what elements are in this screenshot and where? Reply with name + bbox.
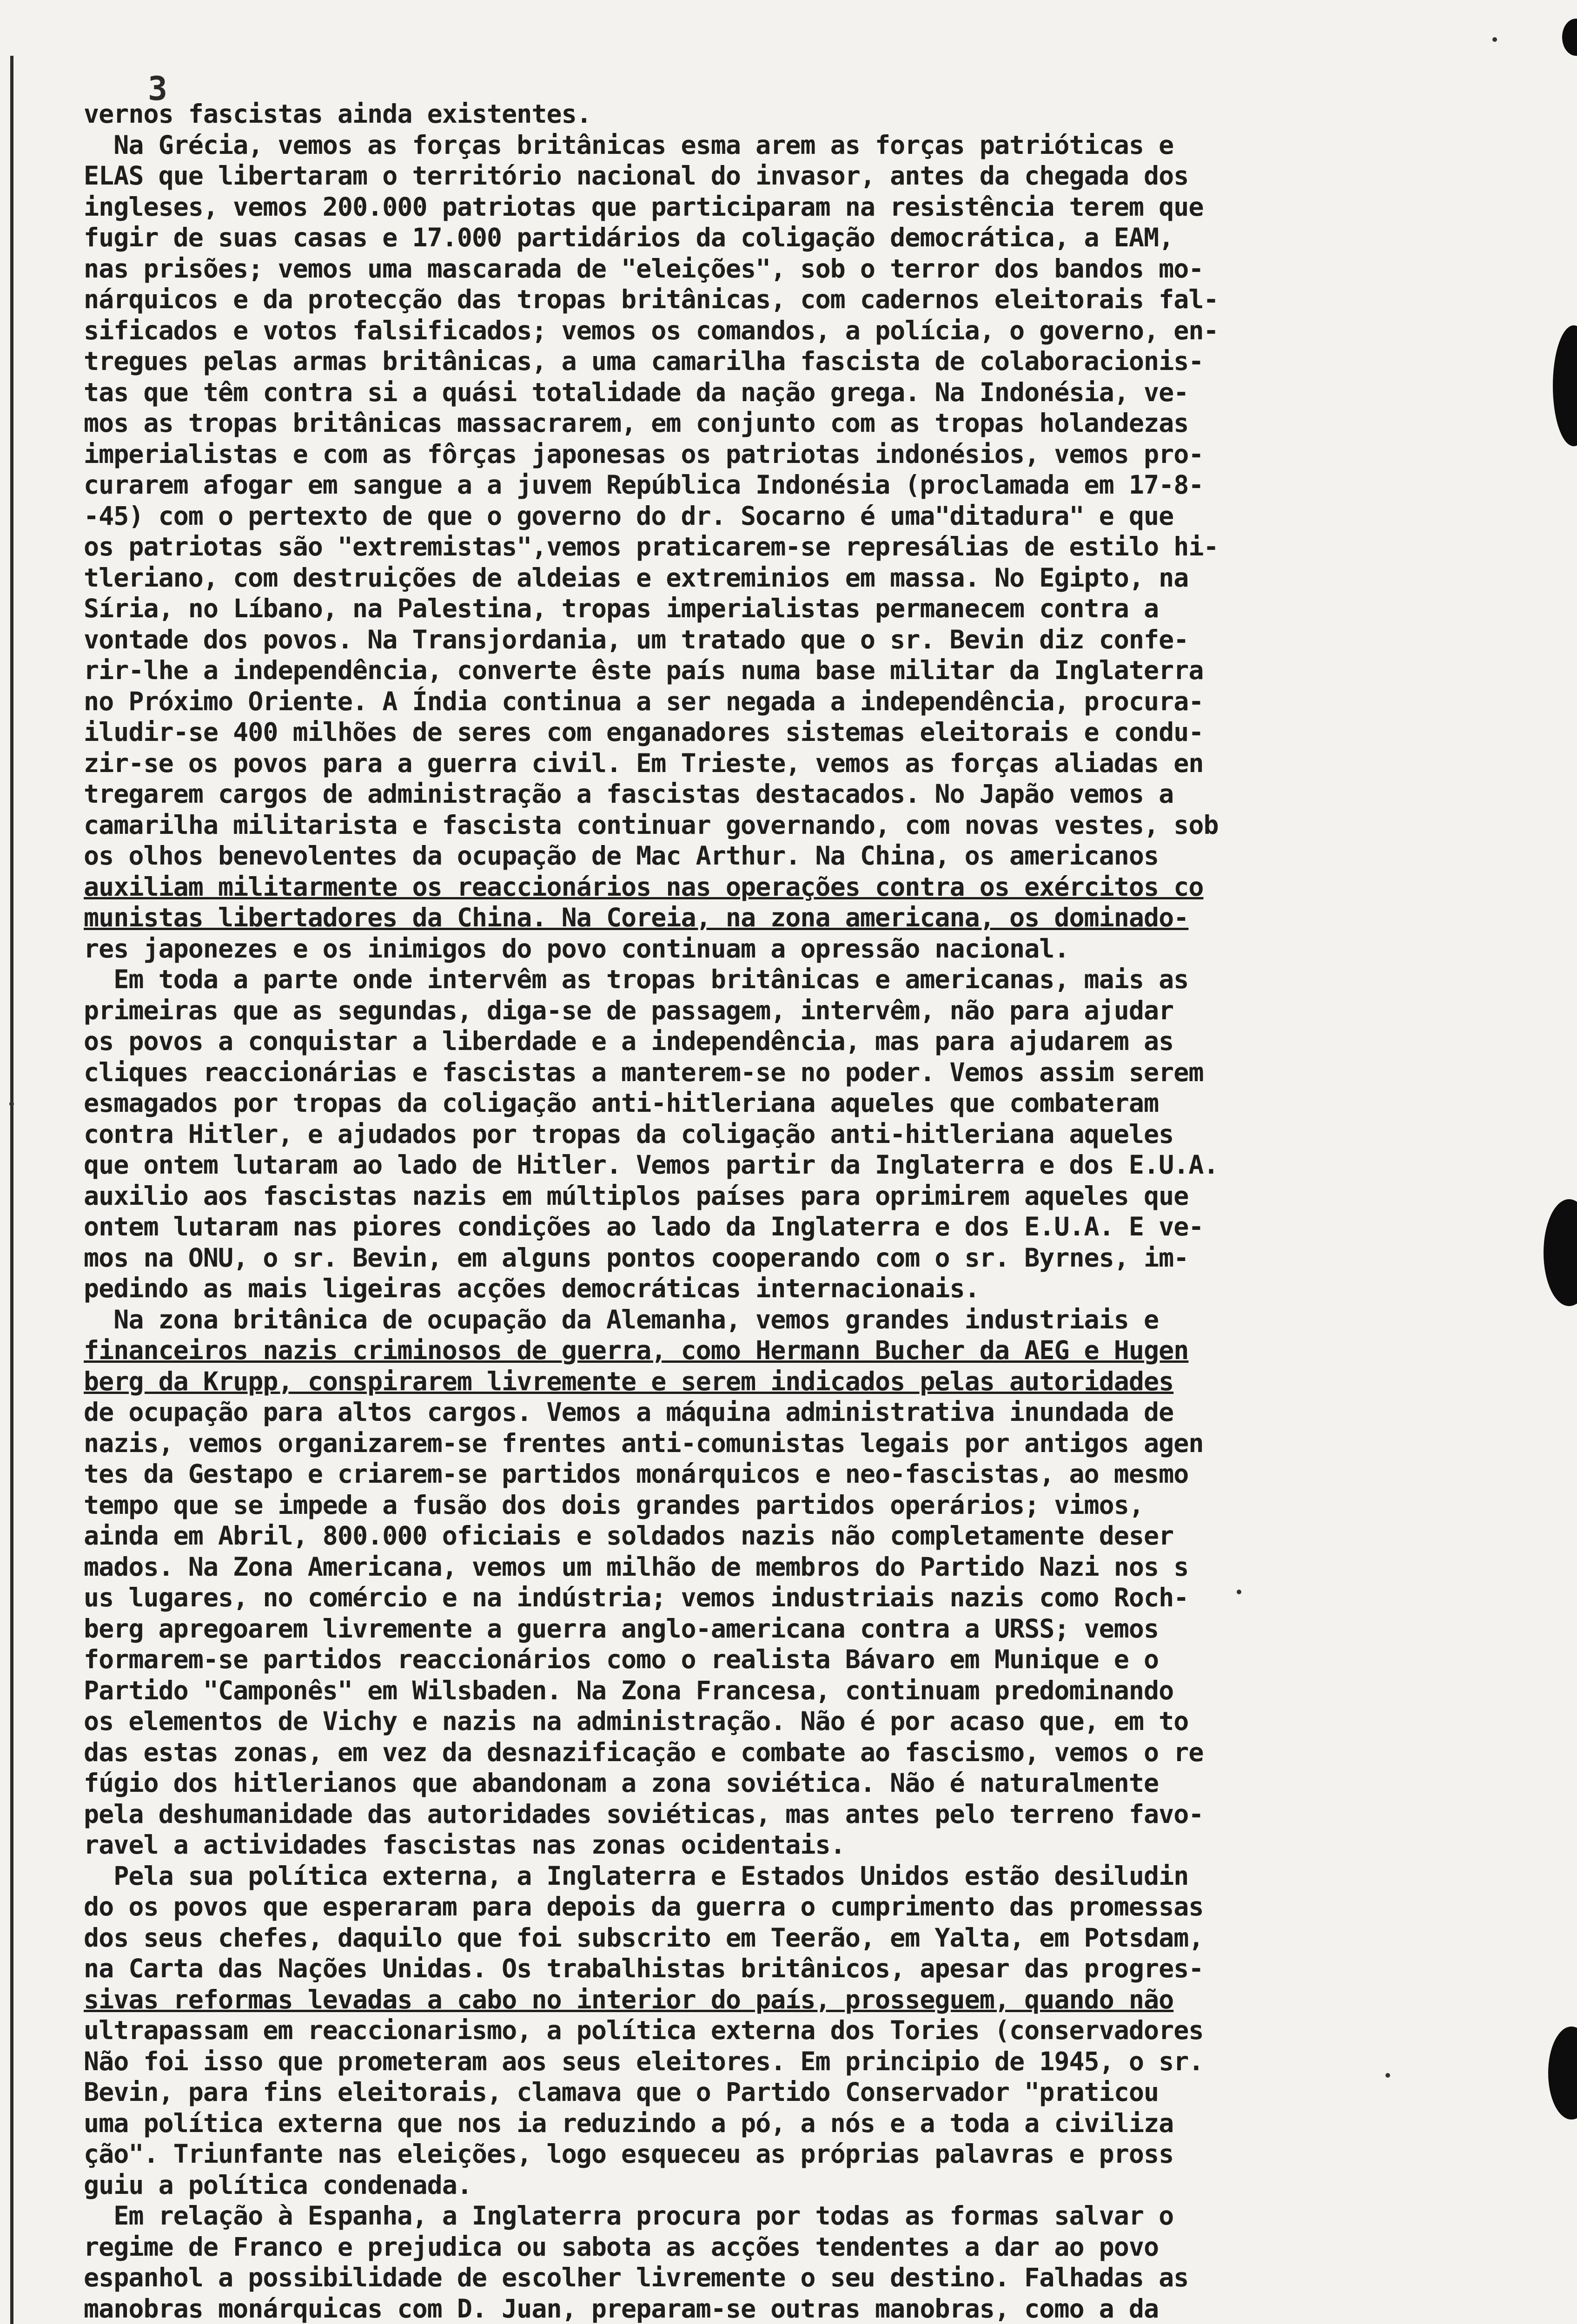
text-line: ultrapassam em reaccionarismo, a política externa dos Tories (conservadores — [84, 2015, 1204, 2045]
text-line: Na Grécia, vemos as forças britânicas esma arem as forças patrióticas e — [84, 130, 1174, 160]
text-line: na Carta das Nações Unidas. Os trabalhistas britânicos, apesar das progres- — [84, 1954, 1204, 1983]
text-line: camarilha militarista e fascista continuar governando, com novas vestes, sob — [84, 810, 1219, 840]
underlined-text-line: sivas reformas levadas a cabo no interior do país, prosseguem, quando não — [84, 1984, 1174, 2014]
text-line: tleriano, com destruições de aldeias e extreminios em massa. No Egipto, na — [84, 562, 1189, 593]
text-line: Pela sua política externa, a Inglaterra e Estados Unidos estão desiludin — [84, 1861, 1189, 1891]
ink-blot — [1553, 325, 1577, 446]
text-line: no Próximo Oriente. A Índia continua a ser negada a independência, procura- — [84, 686, 1204, 716]
text-line: -45) com o pertexto de que o governo do dr. Socarno é uma"ditadura" e que — [84, 501, 1174, 531]
text-line: Partido "Camponês" em Wilsbaden. Na Zona Francesa, continuam predominando — [84, 1675, 1174, 1705]
text-line: mados. Na Zona Americana, vemos um milhão de membros do Partido Nazi nos s — [84, 1552, 1189, 1582]
text-line: os elementos de Vichy e nazis na administração. Não é por acaso que, em to — [84, 1706, 1189, 1736]
text-line: do os povos que esperaram para depois da guerra o cumprimento das promessas — [84, 1892, 1204, 1921]
ink-blot — [1548, 2027, 1577, 2119]
underlined-text-line: munistas libertadores da China. Na Coreia, na zona americana, os dominado- — [84, 903, 1189, 932]
text-line: ainda em Abril, 800.000 oficiais e soldados nazis não completamente deser — [84, 1521, 1174, 1551]
text-line: zir-se os povos para a guerra civil. Em Trieste, vemos as forças aliadas en — [84, 748, 1204, 778]
text-line: auxilio aos fascistas nazis em múltiplos países para oprimirem aqueles que — [84, 1181, 1189, 1211]
text-line: Em relação à Espanha, a Inglaterra procura por todas as formas salvar o — [84, 2201, 1174, 2231]
text-line: os povos a conquistar a liberdade e a independência, mas para ajudarem as — [84, 1026, 1174, 1056]
left-margin-line — [10, 56, 13, 2324]
text-line: nárquicos e da protecção das tropas britânicas, com cadernos eleitorais fal- — [84, 284, 1219, 314]
text-line: nas prisões; vemos uma mascarada de "eleições", sob o terror dos bandos mo- — [84, 253, 1204, 284]
text-line: contra Hitler, e ajudados por tropas da coligação anti-hitleriana aqueles — [84, 1119, 1174, 1149]
text-line: tas que têm contra si a quási totalidade da nação grega. Na Indonésia, ve- — [84, 377, 1189, 407]
text-line: ravel a actividades fascistas nas zonas ocidentais. — [84, 1830, 845, 1860]
underlined-text-line: auxiliam militarmente os reaccionários nas operações contra os exércitos co — [84, 872, 1204, 902]
text-line: ELAS que libertaram o território nacional do invasor, antes da chegada dos — [84, 161, 1189, 191]
text-line: fugir de suas casas e 17.000 partidários da coligação democrática, a EAM, — [84, 223, 1174, 252]
text-line: uma política externa que nos ia reduzindo a pó, a nós e a toda a civiliza — [84, 2108, 1174, 2138]
text-line: rir-lhe a independência, converte êste país numa base militar da Inglaterra — [84, 655, 1204, 685]
text-line: Síria, no Líbano, na Palestina, tropas imperialistas permanecem contra a — [84, 594, 1159, 623]
text-line: vontade dos povos. Na Transjordania, um tratado que o sr. Bevin diz confe- — [84, 624, 1189, 654]
text-line: regime de Franco e prejudica ou sabota as acções tendentes a dar ao povo — [84, 2232, 1159, 2262]
text-line: Na zona britânica de ocupação da Alemanha, vemos grandes industriais e — [84, 1304, 1159, 1334]
text-line: ontem lutaram nas piores condições ao lado da Inglaterra e dos E.U.A. E ve- — [84, 1212, 1204, 1241]
text-line: tregues pelas armas britânicas, a uma camarilha fascista de colaboracionis- — [84, 346, 1204, 376]
text-line: ingleses, vemos 200.000 patriotas que participaram na resistência terem que — [84, 191, 1204, 222]
page-number: 3 — [148, 70, 168, 108]
ink-speck — [1237, 1590, 1241, 1594]
text-line: fúgio dos hitlerianos que abandonam a zona soviética. Não é naturalmente — [84, 1768, 1159, 1798]
text-line: esmagados por tropas da coligação anti-hitleriana aqueles que combateram — [84, 1088, 1159, 1118]
underlined-text-line: financeiros nazis criminosos de guerra, como Hermann Bucher da AEG e Hugen — [84, 1335, 1189, 1365]
text-line: primeiras que as segundas, diga-se de passagem, intervêm, não para ajudar — [84, 995, 1174, 1025]
text-line: imperialistas e com as fôrças japonesas os patriotas indonésios, vemos pro- — [84, 439, 1204, 469]
text-line: que ontem lutaram ao lado de Hitler. Vemos partir da Inglaterra e dos E.U.A. — [84, 1150, 1219, 1180]
text-line: os olhos benevolentes da ocupação de Mac Arthur. Na China, os americanos — [84, 841, 1159, 871]
ink-blot — [1562, 19, 1577, 56]
text-line: cliques reaccionárias e fascistas a manterem-se no poder. Vemos assim serem — [84, 1057, 1204, 1087]
text-line: ção". Triunfante nas eleições, logo esqueceu as próprias palavras e pross — [84, 2139, 1174, 2169]
text-line: os patriotas são "extremistas",vemos praticarem-se represálias de estilo hi- — [84, 532, 1219, 561]
ink-speck — [1385, 2073, 1390, 2078]
text-line: iludir-se 400 milhões de seres com enganadores sistemas eleitorais e condu- — [84, 717, 1204, 747]
text-line: sificados e votos falsificados; vemos os comandos, a polícia, o governo, en- — [84, 315, 1219, 345]
text-line: guiu a política condenada. — [84, 2170, 472, 2200]
ink-speck — [1492, 37, 1497, 42]
text-line: curarem afogar em sangue a a juvem República Indonésia (proclamada em 17-8- — [84, 470, 1204, 500]
text-line: us lugares, no comércio e na indústria; vemos industriais nazis como Roch- — [84, 1583, 1189, 1612]
text-line: pela deshumanidade das autoridades soviéticas, mas antes pelo terreno favo- — [84, 1799, 1204, 1829]
text-line: tempo que se impede a fusão dos dois grandes partidos operários; vimos, — [84, 1490, 1144, 1520]
text-line: de ocupação para altos cargos. Vemos a máquina administrativa inundada de — [84, 1397, 1174, 1427]
text-line: Não foi isso que prometeram aos seus eleitores. Em principio de 1945, o sr. — [84, 2046, 1204, 2076]
text-line: vernos fascistas ainda existentes. — [84, 99, 591, 129]
text-line: espanhol a possibilidade de escolher livremente o seu destino. Falhadas as — [84, 2263, 1189, 2292]
underlined-text-line: berg da Krupp, conspirarem livremente e serem indicados pelas autoridades — [84, 1366, 1174, 1396]
text-line: dos seus chefes, daquilo que foi subscrito em Teerão, em Yalta, em Potsdam, — [84, 1922, 1204, 1953]
text-line: formarem-se partidos reaccionários como o realista Bávaro em Munique e o — [84, 1644, 1159, 1674]
text-line: tregarem cargos de administração a fascistas destacados. No Japão vemos a — [84, 779, 1174, 809]
text-line: manobras monárquicas com D. Juan, preparam-se outras manobras, como a da — [84, 2293, 1159, 2324]
text-line: nazis, vemos organizarem-se frentes anti-comunistas legais por antigos agen — [84, 1428, 1204, 1458]
ink-blot — [1544, 1199, 1577, 1306]
text-line: mos as tropas britânicas massacrarem, em conjunto com as tropas holandezas — [84, 408, 1189, 438]
ink-speck — [9, 1102, 14, 1106]
text-line: berg apregoarem livremente a guerra anglo-americana contra a URSS; vemos — [84, 1613, 1159, 1644]
text-line: Bevin, para fins eleitorais, clamava que o Partido Conservador "praticou — [84, 2077, 1159, 2107]
text-line: mos na ONU, o sr. Bevin, em alguns pontos cooperando com o sr. Byrnes, im- — [84, 1242, 1189, 1273]
text-line: tes da Gestapo e criarem-se partidos monárquicos e neo-fascistas, ao mesmo — [84, 1459, 1189, 1489]
text-line: res japonezes e os inimigos do povo continuam a opressão nacional. — [84, 933, 1069, 964]
typed-text-body — [84, 99, 1506, 2324]
text-line: pedindo as mais ligeiras acções democráticas internacionais. — [84, 1274, 980, 1303]
text-line: Em toda a parte onde intervêm as tropas britânicas e americanas, mais as — [84, 964, 1189, 994]
text-line: das estas zonas, em vez da desnazificação e combate ao fascismo, vemos o re — [84, 1737, 1204, 1767]
